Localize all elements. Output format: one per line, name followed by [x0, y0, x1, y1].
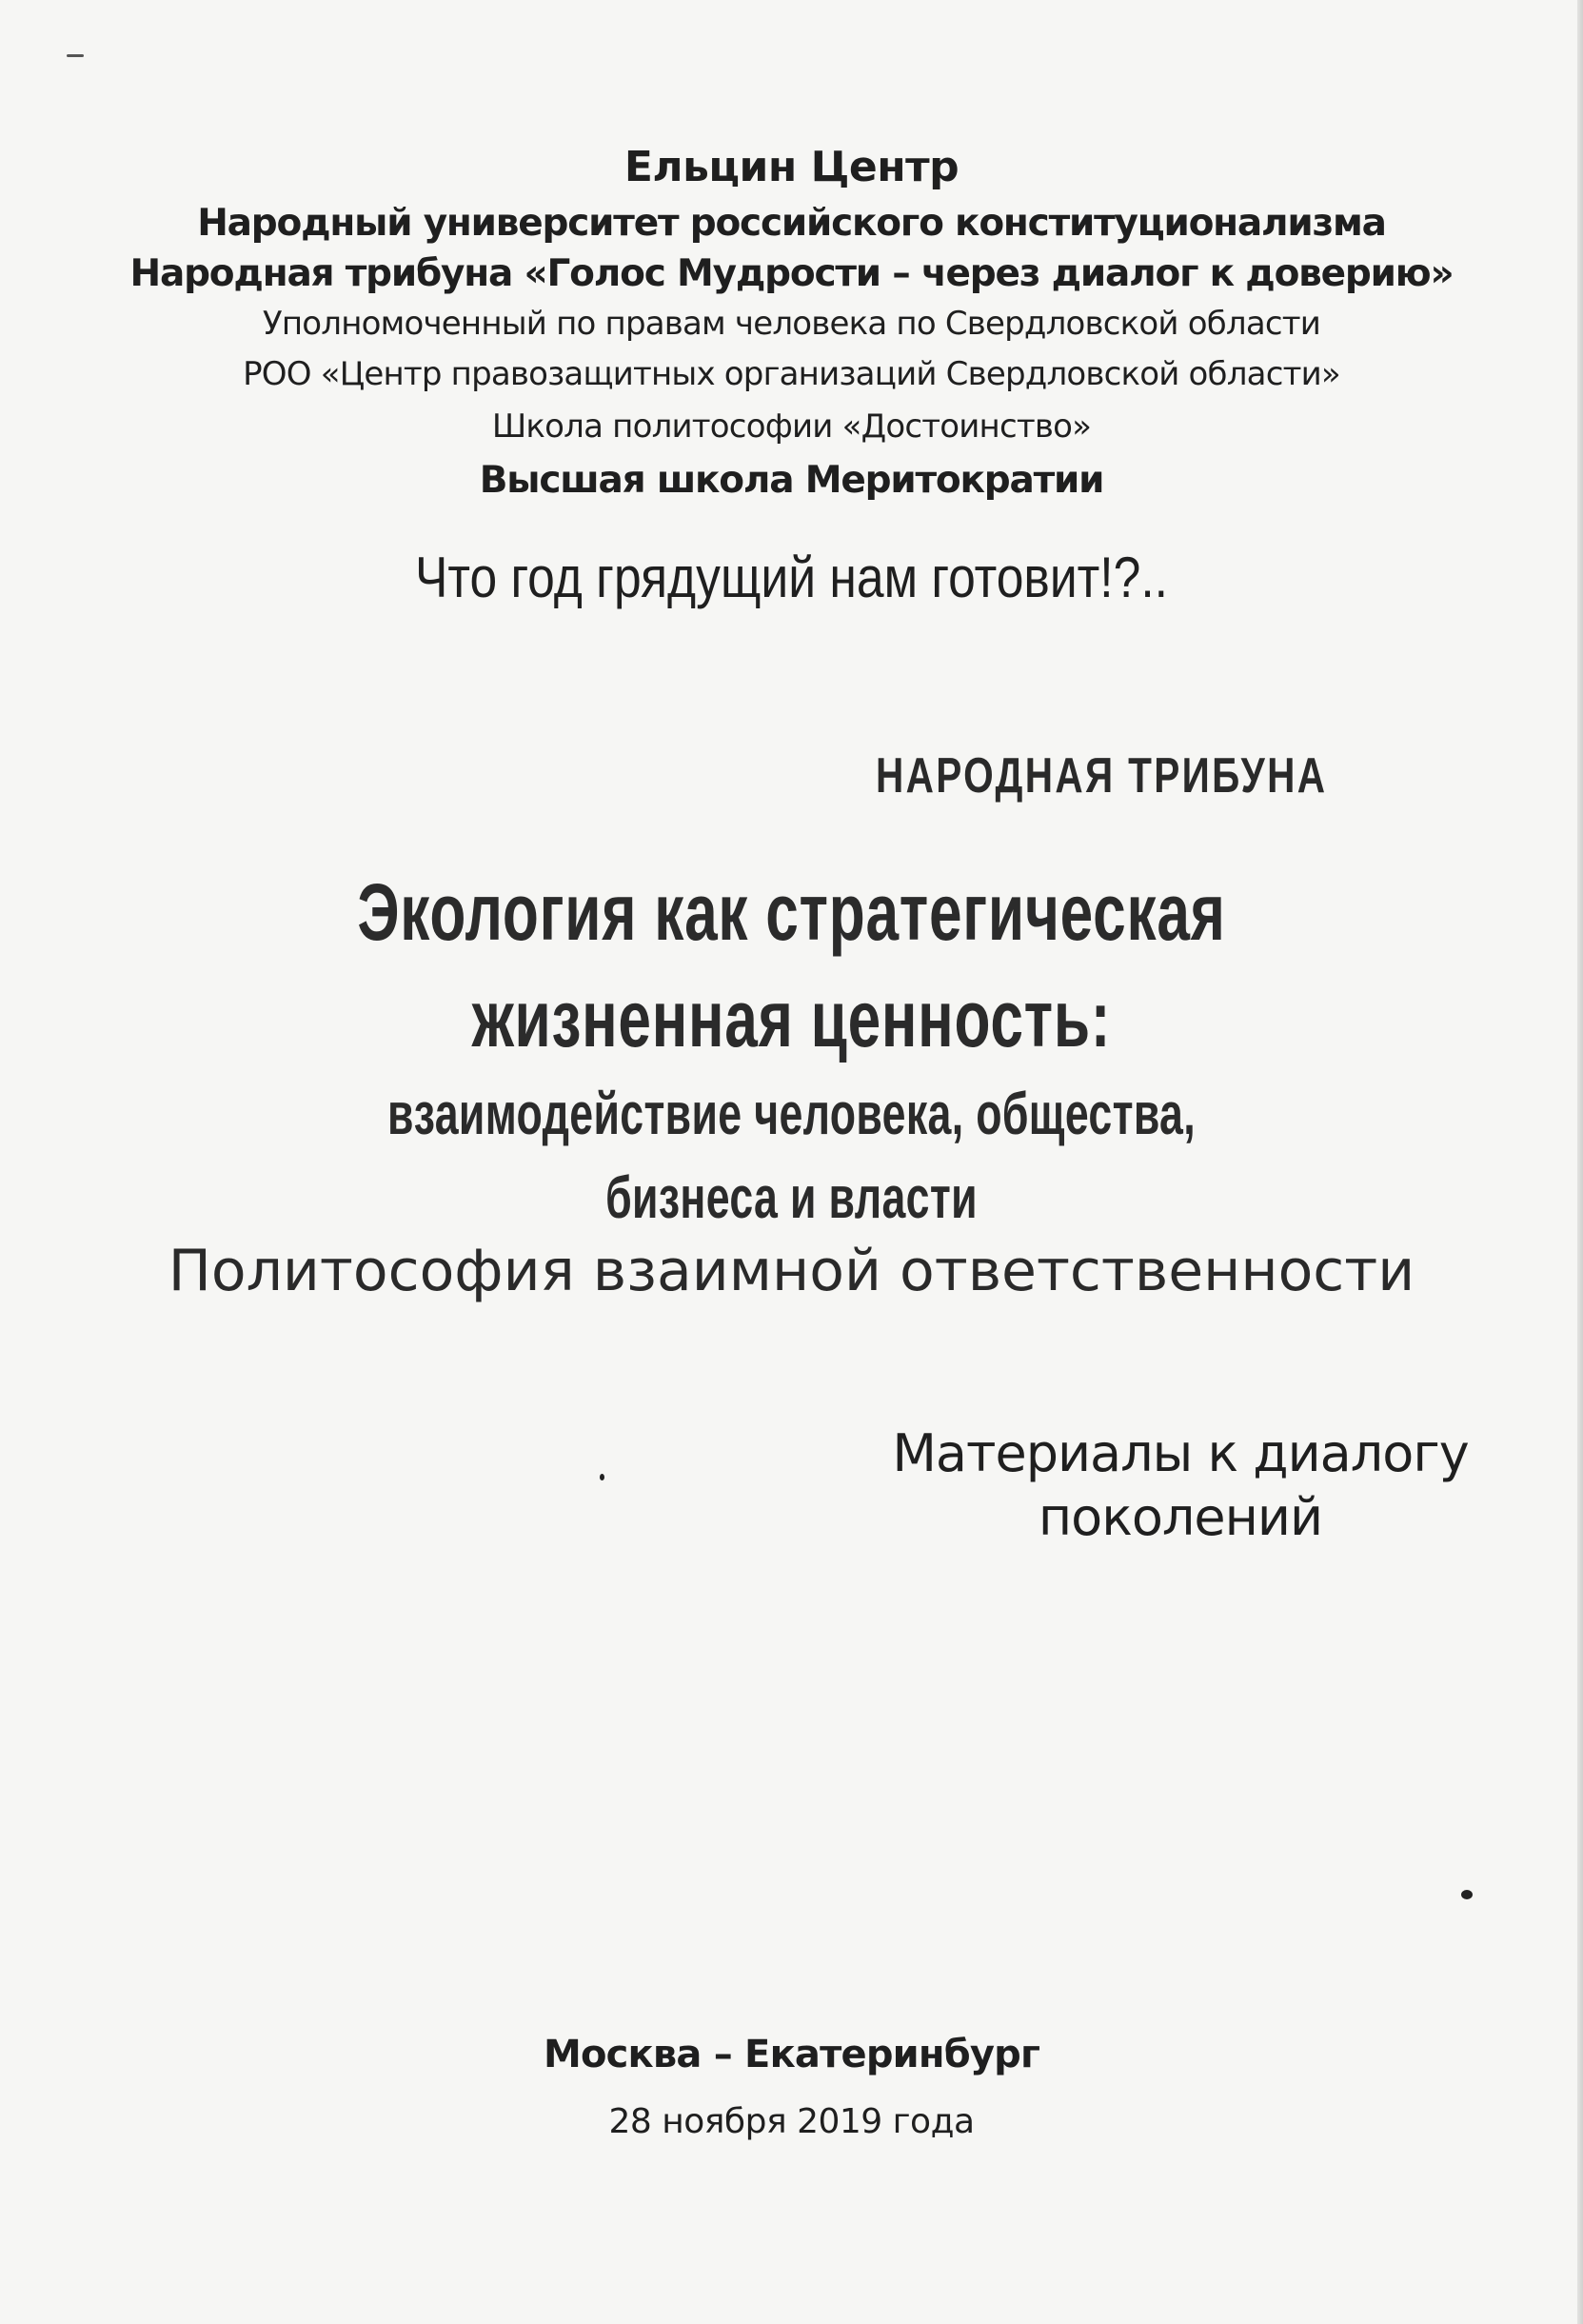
organizer-rights-center: РОО «Центр правозащитных организаций Свердловской области» [243, 355, 1340, 393]
page-edge [1577, 0, 1583, 2324]
title-line-4: бизнеса и власти [605, 1165, 978, 1231]
teaser-line: Что год грядущий нам готовит!?.. [415, 546, 1168, 609]
title-line-1: Экология как стратегическая [357, 867, 1226, 957]
materials-line-2: поколений [1038, 1487, 1323, 1547]
organizer-ombudsman: Уполномоченный по правам человека по Свердловской области [262, 305, 1321, 343]
organizer-peoples-university: Народный университет российского конституционализма [197, 202, 1386, 245]
organizer-peoples-tribune: Народная трибуна «Голос Мудрости – через диалог к доверию» [129, 252, 1454, 295]
organizer-meritocracy-school: Высшая школа Меритократии [479, 459, 1104, 502]
scan-speck [600, 1474, 604, 1480]
subtitle: Политософия взаимной ответственности [168, 1238, 1415, 1304]
organizer-yeltsin-center: Ельцин Центр [623, 143, 960, 191]
imprint-date: 28 ноября 2019 года [608, 2102, 975, 2141]
materials-line-1: Материалы к диалогу [892, 1423, 1469, 1483]
scan-speck [67, 54, 84, 57]
scan-speck [1461, 1890, 1473, 1899]
title-line-3: взаимодействие человека, общества, [386, 1082, 1197, 1147]
title-line-2: жизненная ценность: [471, 974, 1112, 1063]
series-label: НАРОДНАЯ ТРИБУНА [876, 748, 1328, 804]
organizer-politosophy-school: Школа политософии «Достоинство» [491, 407, 1092, 446]
imprint-city: Москва – Екатеринбург [543, 2033, 1040, 2076]
